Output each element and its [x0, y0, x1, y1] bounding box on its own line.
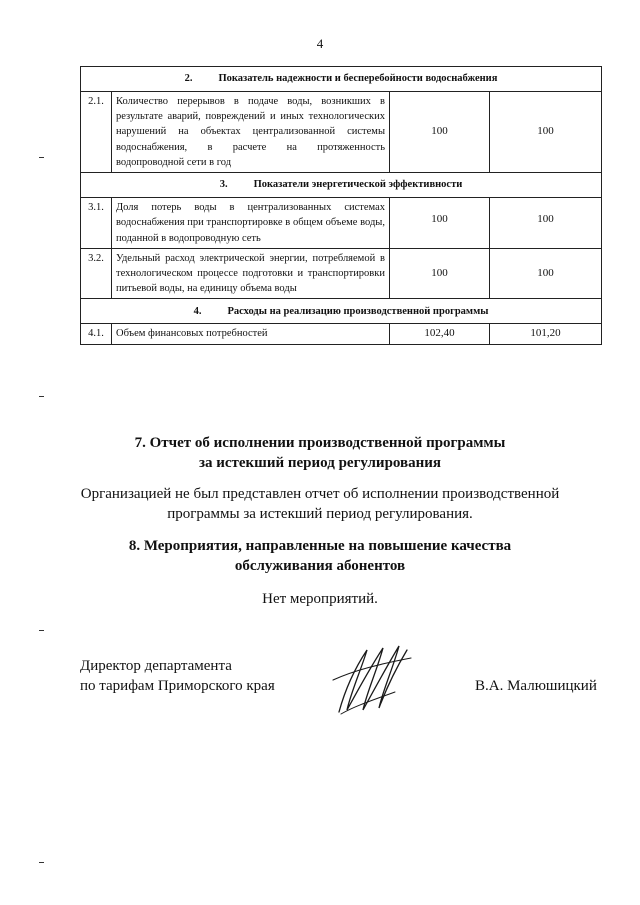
- margin-mark: [39, 396, 44, 397]
- margin-mark: [39, 630, 44, 631]
- section-title: Показатели энергетической эффективности: [253, 179, 463, 191]
- section7-heading-line2: за истекший период регулирования: [198, 455, 442, 471]
- handwritten-signature: [325, 640, 415, 720]
- row-number: 3.1.: [81, 198, 112, 249]
- section8-heading-line2: обслуживания абонентов: [234, 558, 406, 574]
- row-number: 2.1.: [81, 92, 112, 173]
- row-value-1: 100: [390, 248, 490, 299]
- section-header-3: [81, 173, 602, 198]
- row-value-2: 100: [490, 92, 602, 173]
- section-header-4: [81, 299, 602, 324]
- table-row: [81, 324, 602, 345]
- margin-mark: [39, 157, 44, 158]
- section8-text: Нет мероприятий.: [262, 591, 378, 607]
- section-number: 4.: [193, 305, 202, 317]
- row-description: Объем финансовых потребностей: [112, 324, 390, 345]
- section7-heading-line1: 7. Отчет об исполнении производственной программы: [134, 435, 506, 451]
- row-value-2: 100: [490, 248, 602, 299]
- row-value-1: 100: [390, 198, 490, 249]
- section-title: Показатель надежности и бесперебойности водоснабжения: [218, 73, 498, 85]
- signatory-name: В.А. Малюшицкий: [475, 678, 597, 694]
- row-number: 4.1.: [81, 324, 112, 345]
- row-value-2: 101,20: [490, 324, 602, 345]
- section-header-2: [81, 67, 602, 92]
- section7-text-line1: Организацией не был представлен отчет об исполнении производственной: [80, 486, 560, 502]
- section-title: Расходы на реализацию производственной программы: [227, 305, 489, 317]
- row-description: Доля потерь воды в централизованных системах водоснабжения при транспортировке в общем объеме воды, поданной в водопроводную сеть: [112, 198, 390, 249]
- section8-heading-line1: 8. Мероприятия, направленные на повышение качества: [128, 538, 512, 554]
- signatory-position: [80, 656, 275, 696]
- row-description: Удельный расход электрической энергии, потребляемой в технологическом процессе подготовки и транспортировки питьевой воды, на единицу объема воды: [112, 248, 390, 299]
- margin-mark: [39, 862, 44, 863]
- section7-text-line2: программы за истекший период регулирования.: [167, 506, 473, 522]
- row-value-1: 102,40: [390, 324, 490, 345]
- section-number: 3.: [219, 179, 228, 191]
- row-value-2: 100: [490, 198, 602, 249]
- row-number: 3.2.: [81, 248, 112, 299]
- signatory-position-line1: Директор департамента: [80, 658, 232, 674]
- row-value-1: 100: [390, 92, 490, 173]
- table-row: [81, 248, 602, 299]
- indicators-table: [80, 66, 602, 345]
- row-description: Количество перерывов в подаче воды, возникших в результате аварий, повреждений и иных технологических нарушений на объектах централизованной системы водоснабжения, в расчете на протяженность водопроводной сети в год: [112, 92, 390, 173]
- table-row: [81, 198, 602, 249]
- table-row: [81, 92, 602, 173]
- section-number: 2.: [184, 73, 193, 85]
- page-number: 4: [316, 36, 324, 51]
- signatory-position-line2: по тарифам Приморского края: [80, 678, 275, 694]
